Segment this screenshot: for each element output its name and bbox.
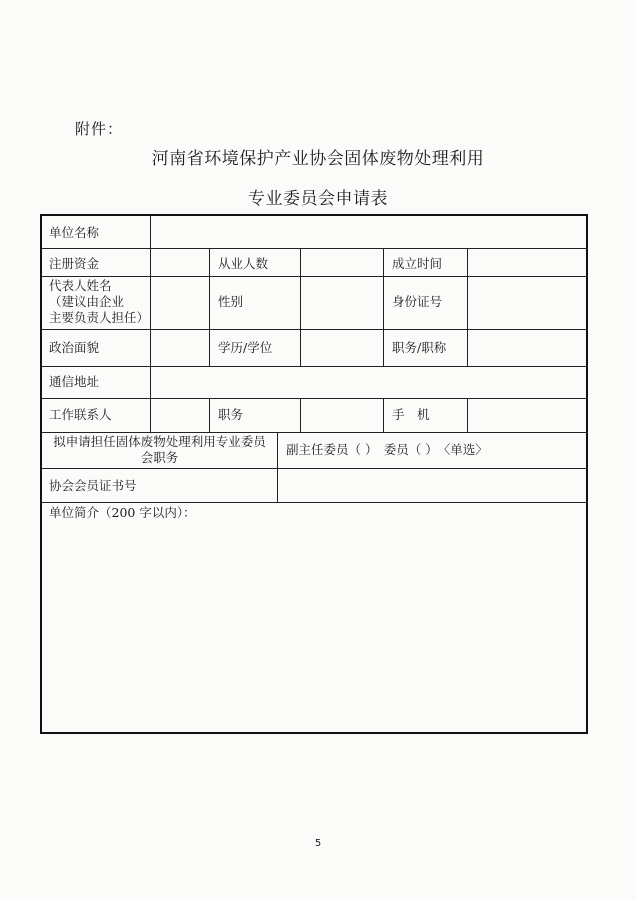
mobile-label: 手 机: [392, 407, 430, 422]
contact-label: 工作联系人: [49, 407, 112, 422]
row-divider: [42, 329, 588, 330]
row-divider: [42, 432, 588, 433]
rep-name-label-line-1: 代表人姓名: [49, 278, 112, 293]
committee-role-label-line-2: 会职务: [140, 450, 179, 465]
row-divider: [42, 248, 588, 249]
intro-label: 单位简介（200 字以内）：: [49, 505, 196, 520]
page-number: 5: [314, 838, 322, 849]
column-divider: [300, 398, 301, 432]
org-name-label: 单位名称: [49, 225, 100, 240]
column-divider: [467, 248, 468, 366]
column-divider: [277, 432, 278, 502]
political-label: 政治面貌: [49, 340, 100, 355]
column-divider: [209, 398, 210, 432]
registered-capital-label: 注册资金: [49, 256, 100, 271]
column-divider: [467, 398, 468, 432]
application-form-table: [40, 214, 588, 734]
row-divider: [42, 366, 588, 367]
row-divider: [42, 502, 588, 503]
member-cert-label: 协会会员证书号: [49, 478, 137, 493]
position-title-label: 职务/职称: [392, 340, 447, 355]
column-divider: [150, 248, 151, 432]
row-divider: [42, 468, 588, 469]
committee-role-label-line-1: 拟申请担任固体废物处理利用专业委员: [53, 434, 266, 449]
row-divider: [42, 276, 588, 277]
form-title-line-1: 河南省环境保护产业协会固体废物处理利用: [151, 149, 485, 169]
form-title-line-2: 专业委员会申请表: [248, 189, 388, 209]
column-divider: [300, 248, 301, 366]
education-label: 学历/学位: [218, 340, 273, 355]
id-number-label: 身份证号: [392, 294, 443, 309]
rep-name-label-line-2: （建议由企业: [49, 294, 125, 309]
column-divider: [150, 216, 151, 248]
employees-label: 从业人数: [218, 256, 269, 271]
founded-label: 成立时间: [392, 256, 443, 271]
rep-name-label-line-3: 主要负责人担任）: [49, 310, 150, 325]
column-divider: [383, 248, 384, 366]
column-divider: [209, 248, 210, 366]
attachment-label: 附件：: [75, 120, 124, 138]
row-divider: [42, 398, 588, 399]
column-divider: [383, 398, 384, 432]
gender-label: 性别: [218, 294, 244, 309]
committee-role-options: 副主任委员（ ） 委员（ ） 〈单选〉: [286, 442, 488, 457]
contact-position-label: 职务: [218, 407, 244, 422]
address-label: 通信地址: [49, 374, 100, 389]
